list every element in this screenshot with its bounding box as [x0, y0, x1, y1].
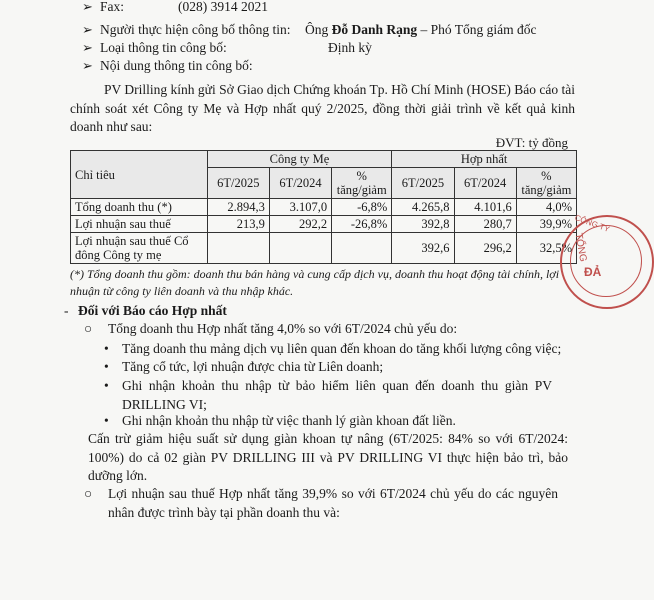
bullet-icon: • [104, 413, 109, 428]
stamp-text: TỔNG [572, 232, 589, 263]
table-row [71, 233, 577, 264]
company-stamp [560, 215, 654, 309]
section-heading [64, 303, 227, 319]
table-cell: 4.265,8 [392, 199, 454, 216]
table-header-row [71, 151, 577, 168]
fax-value: (028) 3914 2021 [178, 0, 268, 14]
table-cell: 213,9 [207, 216, 269, 233]
table-cell: 292,2 [269, 216, 331, 233]
table-cell: 280,7 [454, 216, 516, 233]
content-row [0, 56, 600, 76]
arrow-bullet-icon: ➢ [82, 22, 93, 37]
discloser-row [0, 20, 600, 40]
circle-bullet-icon: ○ [84, 486, 93, 501]
table-cell: 296,2 [454, 233, 516, 264]
arrow-bullet-icon: ➢ [82, 40, 93, 55]
bullet-icon: • [104, 359, 109, 374]
dash-bullet: - [64, 303, 69, 318]
info-type-row [0, 38, 600, 58]
table-cell: 3.107,0 [269, 199, 331, 216]
revenue-text: Tổng doanh thu Hợp nhất tăng 4,0% so với 6T/2024 chủ yếu do: [108, 321, 458, 336]
financial-table [70, 150, 577, 264]
header-consolidated-group: Hợp nhất [392, 151, 577, 168]
subheader-cell: 6T/2024 [454, 168, 516, 199]
row-label: Lợi nhuận sau thuế [71, 216, 208, 233]
table-cell: 39,9% [516, 216, 576, 233]
table-cell [332, 233, 392, 264]
arrow-bullet-icon: ➢ [82, 58, 93, 73]
bullet-icon: • [104, 378, 109, 393]
document-page: ➢ Fax: (028) 3914 2021 ➢ Người thực hiện công bố thông tin: Ông Đỗ Danh Rạng – Phó Tổng giám đốc ➢ Loại thông tin công bố: Định kỳ ➢ Nội dung thông tin công bố: PV Drilling kính gửi Sở Giao dịch Chứng khoán Tp. Hồ Chí Minh (HOSE) Báo cáo tài chính soát xét Công ty Mẹ và Hợp nhất quý 2/2025, đồng thời giải trình về kết quả kinh doanh như sau: ĐVT: tỷ đồng Chỉ tiêu Công ty Mẹ Hợp nhất 6T/2025 6T/2024 % tăng/giảm 6T/2025 6T/2024 % tăng/giảm Tổng doanh thu (*) 2.894,3 3.107,0 -6,8% 4.265,8 4.101,6 4,0% Lợi nhuận sau thuế 213,9 292,2 -26,8% 392,8 280,7 39,9% Lợi nhuận sau thuế Cổ đông Công ty mẹ 392,6 296,2 32,5% (*) Tổng doanh thu gồm: doanh thu bán hàng và cung cấp dịch vụ, doanh thu hoạt động tài chính, lợi nhuận từ công ty liên doanh và thu nhập khác. - Đối với Báo cáo Hợp nhất ○ Tổng doanh thu Hợp nhất tăng 4,0% so với 6T/2024 chủ yếu do: • Tăng doanh thu mảng dịch vụ liên quan đến khoan do tăng khối lượng công việc; • Tăng cổ tức, lợi nhuận được chia từ Liên doanh; • Ghi nhận khoản thu nhập từ bảo hiểm liên quan đến doanh thu giàn PV DRILLING VI; • Ghi nhận khoản thu nhập từ việc thanh lý giàn khoan đất liền. Cấn trừ giảm hiệu suất sử dụng giàn khoan tự nâng (6T/2025: 84% so với 6T/2024: 100%) do cả 02 giàn PV DRILLING III và PV DRILLING VI thực hiện bảo trì, bảo dưỡng lớn. ○ Lợi nhuận sau thuế Hợp nhất tăng 39,9% so với 6T/2024 chủ yếu do các nguyên nhân được trình bày tại phần doanh thu và: CÔNG TY TỔNG ĐẢ [0, 0, 600, 600]
info-type-value: Định kỳ [328, 40, 372, 55]
table-cell: -6,8% [332, 199, 392, 216]
intro-paragraph: PV Drilling kính gửi Sở Giao dịch Chứng khoán Tp. Hồ Chí Minh (HOSE) Báo cáo tài chính soát xét Công ty Mẹ và Hợp nhất quý 2/2025, đồng thời giải trình về kết quả kinh doanh như sau: [70, 82, 575, 134]
table-row [71, 199, 577, 216]
subheader-cell: 6T/2024 [269, 168, 331, 199]
fax-row [0, 0, 600, 17]
table-cell [207, 233, 269, 264]
table-cell: 392,8 [392, 216, 454, 233]
offset-paragraph: Cấn trừ giảm hiệu suất sử dụng giàn khoan tự nâng (6T/2025: 84% so với 6T/2024: 100%) do cả 02 giàn PV DRILLING III và PV DRILLING VI thực hiện bảo trì, bảo dưỡng lớn. [88, 431, 568, 483]
stamp-text: CÔNG TY [573, 213, 611, 234]
header-indicator: Chỉ tiêu [71, 151, 208, 199]
arrow-bullet-icon: ➢ [82, 0, 93, 14]
profit-text: Lợi nhuận sau thuế Hợp nhất tăng 39,9% so với 6T/2024 chủ yếu do các nguyên nhân được trình bày tại phần doanh thu và: [108, 486, 558, 520]
discloser-value: Ông Đỗ Danh Rạng – Phó Tổng giám đốc [305, 22, 537, 37]
table-cell: 392,6 [392, 233, 454, 264]
discloser-label: Người thực hiện công bố thông tin: [100, 22, 291, 37]
row-label: Tổng doanh thu (*) [71, 199, 208, 216]
table-cell: -26,8% [332, 216, 392, 233]
circle-bullet-icon: ○ [84, 321, 93, 336]
discloser-name: Đỗ Danh Rạng [331, 22, 418, 37]
unit-label: ĐVT: tỷ đồng [495, 135, 568, 150]
table-footnote: (*) Tổng doanh thu gồm: doanh thu bán hàng và cung cấp dịch vụ, doanh thu hoạt động tài chính, lợi nhuận từ công ty liên doanh và thu nhập khác. [70, 267, 560, 298]
header-parent-group: Công ty Mẹ [207, 151, 392, 168]
info-type-label: Loại thông tin công bố: [100, 40, 227, 55]
subheader-cell: 6T/2025 [392, 168, 454, 199]
table-row [71, 216, 577, 233]
stamp-text: ĐẢ [584, 265, 602, 279]
table-cell: 2.894,3 [207, 199, 269, 216]
table-cell: 4,0% [516, 199, 576, 216]
section-title: Đối với Báo cáo Hợp nhất [78, 303, 227, 318]
table-cell [269, 233, 331, 264]
row-label: Lợi nhuận sau thuế Cổ đông Công ty mẹ [71, 233, 208, 264]
fax-label: Fax: [100, 0, 125, 14]
subheader-cell: 6T/2025 [207, 168, 269, 199]
table-cell: 32,5% [516, 233, 576, 264]
bullet-icon: • [104, 341, 109, 356]
table-cell: 4.101,6 [454, 199, 516, 216]
subheader-cell: % tăng/giảm [516, 168, 576, 199]
content-label: Nội dung thông tin công bố: [100, 58, 253, 73]
subheader-cell: % tăng/giảm [332, 168, 392, 199]
